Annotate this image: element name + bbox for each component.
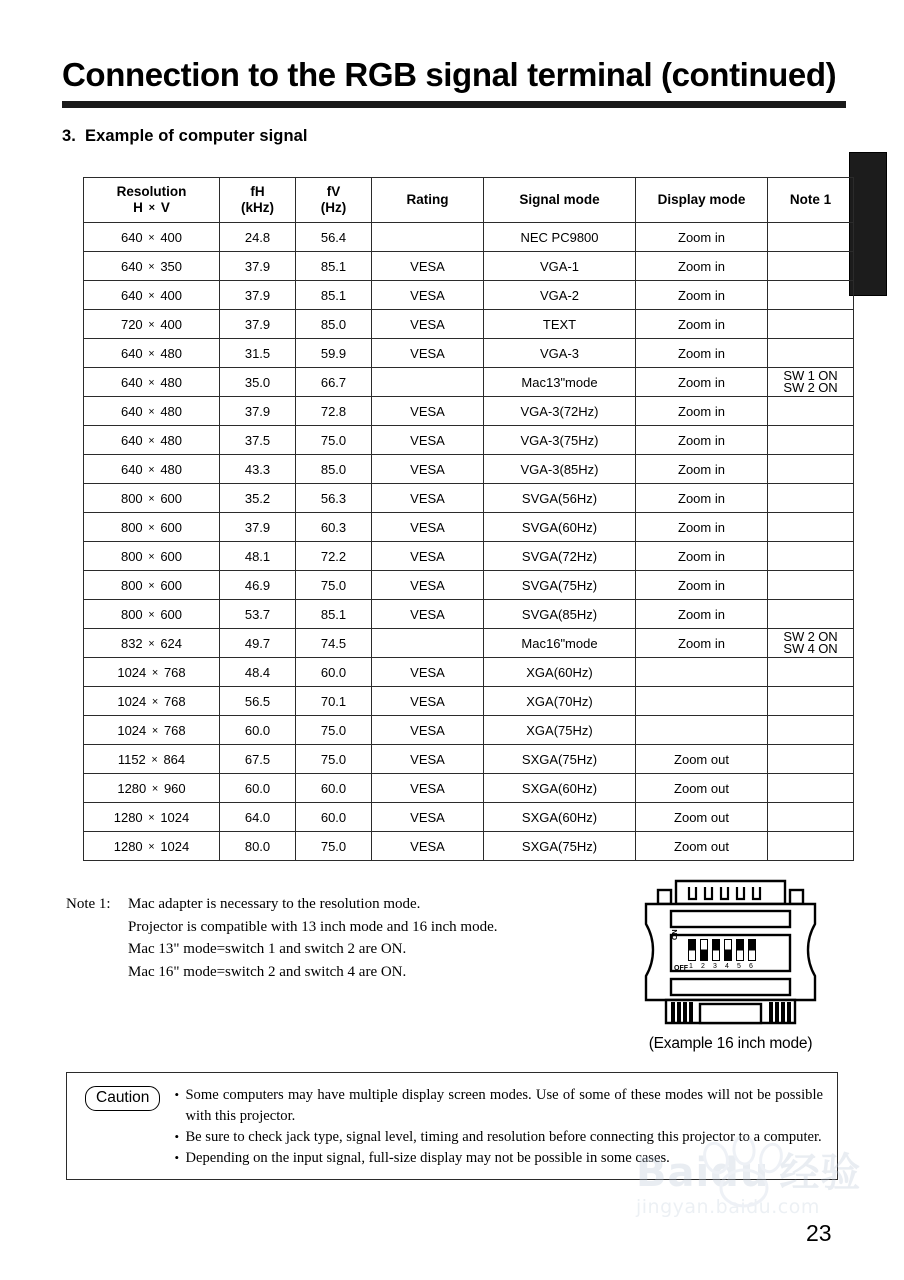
svg-text:2: 2 <box>701 963 705 970</box>
cell-rating: VESA <box>372 774 484 803</box>
cell-fh: 60.0 <box>220 716 296 745</box>
note1-line: Mac adapter is necessary to the resolution mode. <box>128 896 421 912</box>
cell-display-mode: Zoom in <box>636 513 768 542</box>
cell-resolution: 800 × 600 <box>84 571 220 600</box>
table-row <box>84 223 854 252</box>
adapter-caption: (Example 16 inch mode) <box>648 1035 813 1052</box>
cell-display-mode: Zoom out <box>636 803 768 832</box>
table-row <box>84 252 854 281</box>
cell-signal-mode: VGA-1 <box>484 252 636 281</box>
cell-note1 <box>768 774 854 803</box>
cell-fh: 53.7 <box>220 600 296 629</box>
cell-resolution: 832 × 624 <box>84 629 220 658</box>
computer-signal-table <box>83 177 854 861</box>
dip-off-label: OFF <box>674 965 688 972</box>
cell-signal-mode: XGA(60Hz) <box>484 658 636 687</box>
cell-fh: 37.9 <box>220 513 296 542</box>
page-title-block <box>62 56 846 108</box>
cell-resolution: 1024 × 768 <box>84 687 220 716</box>
cell-rating: VESA <box>372 484 484 513</box>
cell-fh: 35.2 <box>220 484 296 513</box>
cell-fv: 60.0 <box>296 803 372 832</box>
svg-text:4: 4 <box>725 963 729 970</box>
cell-display-mode: Zoom in <box>636 223 768 252</box>
cell-display-mode: Zoom out <box>636 745 768 774</box>
cell-resolution: 640 × 400 <box>84 223 220 252</box>
cell-signal-mode: VGA-3(85Hz) <box>484 455 636 484</box>
cell-resolution: 1024 × 768 <box>84 716 220 745</box>
note1-lines <box>128 893 498 983</box>
table-header <box>84 178 854 223</box>
cell-fv: 56.4 <box>296 223 372 252</box>
cell-note1 <box>768 716 854 745</box>
cell-fv: 85.1 <box>296 281 372 310</box>
cell-signal-mode: NEC PC9800 <box>484 223 636 252</box>
cell-fh: 64.0 <box>220 803 296 832</box>
cell-resolution: 1280 × 960 <box>84 774 220 803</box>
cell-note1 <box>768 455 854 484</box>
page-title: Connection to the RGB signal terminal (continued) <box>62 56 837 93</box>
caution-item: • Be sure to check jack type, signal level, timing and resolution before connecting this projector to a computer. <box>174 1127 823 1148</box>
table-row <box>84 803 854 832</box>
cell-fv: 75.0 <box>296 426 372 455</box>
caution-list <box>174 1085 823 1169</box>
dip-on-label: ON <box>672 929 679 940</box>
cell-resolution: 640 × 480 <box>84 397 220 426</box>
svg-text:5: 5 <box>737 963 741 970</box>
table-row <box>84 571 854 600</box>
cell-note1 <box>768 658 854 687</box>
cell-signal-mode: SVGA(72Hz) <box>484 542 636 571</box>
cell-fv: 60.0 <box>296 774 372 803</box>
cell-fh: 60.0 <box>220 774 296 803</box>
caution-item: • Some computers may have multiple display screen modes. Use of some of these modes will not be possible with this projector. <box>174 1085 823 1127</box>
caution-item: • Depending on the input signal, full-size display may not be possible in some cases. <box>174 1148 823 1169</box>
cell-fv: 60.0 <box>296 658 372 687</box>
cell-signal-mode: SXGA(75Hz) <box>484 832 636 861</box>
cell-display-mode <box>636 716 768 745</box>
cell-note1 <box>768 687 854 716</box>
cell-resolution: 800 × 600 <box>84 600 220 629</box>
cell-rating: VESA <box>372 339 484 368</box>
cell-resolution: 1280 × 1024 <box>84 832 220 861</box>
column-header-fh: fH (kHz) <box>220 178 296 223</box>
table-row <box>84 513 854 542</box>
cell-fh: 31.5 <box>220 339 296 368</box>
cell-signal-mode: VGA-2 <box>484 281 636 310</box>
table-row <box>84 687 854 716</box>
cell-fv: 56.3 <box>296 484 372 513</box>
cell-fv: 59.9 <box>296 339 372 368</box>
cell-fv: 75.0 <box>296 832 372 861</box>
cell-note1 <box>768 832 854 861</box>
cell-fh: 67.5 <box>220 745 296 774</box>
table-row <box>84 484 854 513</box>
cell-signal-mode: SVGA(85Hz) <box>484 600 636 629</box>
table-row <box>84 600 854 629</box>
svg-text:3: 3 <box>713 963 717 970</box>
column-header-fv: fV (Hz) <box>296 178 372 223</box>
cell-signal-mode: SVGA(60Hz) <box>484 513 636 542</box>
table-row <box>84 542 854 571</box>
cell-display-mode: Zoom in <box>636 310 768 339</box>
cell-signal-mode: TEXT <box>484 310 636 339</box>
cell-note1 <box>768 513 854 542</box>
cell-fh: 48.4 <box>220 658 296 687</box>
cell-fv: 66.7 <box>296 368 372 397</box>
table-row <box>84 716 854 745</box>
cell-rating: VESA <box>372 542 484 571</box>
cell-fh: 37.9 <box>220 397 296 426</box>
note1-block <box>66 893 498 983</box>
cell-signal-mode: XGA(75Hz) <box>484 716 636 745</box>
table-row <box>84 455 854 484</box>
table-row <box>84 368 854 397</box>
mac-adapter-diagram-icon <box>628 878 833 1028</box>
table-header-row <box>84 178 854 223</box>
cell-signal-mode: VGA-3(75Hz) <box>484 426 636 455</box>
cell-resolution: 720 × 400 <box>84 310 220 339</box>
cell-signal-mode: SXGA(60Hz) <box>484 803 636 832</box>
note1-line: Mac 16" mode=switch 2 and switch 4 are ON. <box>128 963 407 980</box>
svg-text:6: 6 <box>749 963 753 970</box>
caution-badge: Caution <box>85 1086 160 1111</box>
cell-fv: 85.1 <box>296 600 372 629</box>
page-tab-marker <box>849 152 887 296</box>
cell-fv: 75.0 <box>296 571 372 600</box>
cell-rating: VESA <box>372 310 484 339</box>
cell-display-mode: Zoom in <box>636 484 768 513</box>
cell-display-mode <box>636 687 768 716</box>
cell-fh: 46.9 <box>220 571 296 600</box>
watermark-main-text: Baidu 经验 <box>636 1150 862 1196</box>
cell-resolution: 800 × 600 <box>84 542 220 571</box>
cell-display-mode: Zoom in <box>636 397 768 426</box>
cell-display-mode: Zoom in <box>636 571 768 600</box>
table-body <box>84 223 854 861</box>
cell-rating: VESA <box>372 745 484 774</box>
table-row <box>84 310 854 339</box>
cell-fv: 72.2 <box>296 542 372 571</box>
title-underline-rule <box>62 101 846 108</box>
cell-rating <box>372 368 484 397</box>
cell-resolution: 640 × 480 <box>84 426 220 455</box>
table-row <box>84 339 854 368</box>
cell-display-mode: Zoom in <box>636 281 768 310</box>
cell-note1 <box>768 745 854 774</box>
cell-rating: VESA <box>372 281 484 310</box>
cell-rating: VESA <box>372 687 484 716</box>
cell-note1 <box>768 600 854 629</box>
cell-rating: VESA <box>372 455 484 484</box>
cell-rating <box>372 629 484 658</box>
cell-fh: 37.9 <box>220 281 296 310</box>
column-header-display-mode: Display mode <box>636 178 768 223</box>
cell-rating <box>372 223 484 252</box>
caution-box <box>66 1072 838 1180</box>
cell-resolution: 640 × 350 <box>84 252 220 281</box>
cell-fh: 35.0 <box>220 368 296 397</box>
cell-note1 <box>768 397 854 426</box>
cell-signal-mode: SVGA(75Hz) <box>484 571 636 600</box>
cell-fh: 80.0 <box>220 832 296 861</box>
cell-display-mode: Zoom out <box>636 832 768 861</box>
cell-resolution: 1024 × 768 <box>84 658 220 687</box>
cell-fv: 60.3 <box>296 513 372 542</box>
cell-signal-mode: SXGA(75Hz) <box>484 745 636 774</box>
cell-display-mode: Zoom in <box>636 542 768 571</box>
cell-note1 <box>768 310 854 339</box>
table-row <box>84 397 854 426</box>
cell-signal-mode: Mac13"mode <box>484 368 636 397</box>
cell-display-mode: Zoom in <box>636 629 768 658</box>
cell-fh: 56.5 <box>220 687 296 716</box>
cell-signal-mode: VGA-3(72Hz) <box>484 397 636 426</box>
cell-fh: 37.9 <box>220 252 296 281</box>
cell-rating: VESA <box>372 513 484 542</box>
cell-fh: 37.9 <box>220 310 296 339</box>
mac-adapter-figure <box>628 878 833 1053</box>
cell-note1 <box>768 281 854 310</box>
section-number: 3. <box>62 127 76 145</box>
cell-signal-mode: SVGA(56Hz) <box>484 484 636 513</box>
note1-line: Projector is compatible with 13 inch mode and 16 inch mode. <box>128 918 498 935</box>
cell-resolution: 800 × 600 <box>84 513 220 542</box>
cell-fv: 74.5 <box>296 629 372 658</box>
cell-rating: VESA <box>372 397 484 426</box>
column-header-resolution: Resolution H × V <box>84 178 220 223</box>
cell-fv: 75.0 <box>296 745 372 774</box>
note1-line: Mac 13" mode=switch 1 and switch 2 are ON. <box>128 941 407 957</box>
cell-rating: VESA <box>372 571 484 600</box>
cell-note1 <box>768 252 854 281</box>
cell-rating: VESA <box>372 600 484 629</box>
cell-resolution: 800 × 600 <box>84 484 220 513</box>
table-row <box>84 774 854 803</box>
column-header-rating: Rating <box>372 178 484 223</box>
cell-note1 <box>768 223 854 252</box>
table-row <box>84 832 854 861</box>
cell-display-mode: Zoom in <box>636 339 768 368</box>
watermark-sub-text: jingyan.baidu.com <box>636 1196 820 1218</box>
cell-fv: 85.1 <box>296 252 372 281</box>
cell-note1 <box>768 484 854 513</box>
cell-fv: 72.8 <box>296 397 372 426</box>
cell-fh: 48.1 <box>220 542 296 571</box>
cell-signal-mode: XGA(70Hz) <box>484 687 636 716</box>
cell-display-mode: Zoom out <box>636 774 768 803</box>
section-heading-text: Example of computer signal <box>84 127 308 145</box>
cell-resolution: 1280 × 1024 <box>84 803 220 832</box>
table-row <box>84 658 854 687</box>
cell-display-mode: Zoom in <box>636 600 768 629</box>
cell-note1 <box>768 542 854 571</box>
table-row <box>84 281 854 310</box>
note1-label: Note 1: <box>66 896 111 912</box>
cell-note1 <box>768 571 854 600</box>
cell-rating: VESA <box>372 803 484 832</box>
cell-note1: SW 1 ON SW 2 ON <box>768 368 854 397</box>
cell-resolution: 640 × 480 <box>84 339 220 368</box>
cell-display-mode: Zoom in <box>636 426 768 455</box>
cell-fv: 75.0 <box>296 716 372 745</box>
cell-fv: 85.0 <box>296 310 372 339</box>
table-row <box>84 745 854 774</box>
table-row <box>84 629 854 658</box>
column-header-signal-mode: Signal mode <box>484 178 636 223</box>
cell-display-mode <box>636 658 768 687</box>
cell-rating: VESA <box>372 426 484 455</box>
cell-rating: VESA <box>372 832 484 861</box>
cell-fh: 24.8 <box>220 223 296 252</box>
cell-note1 <box>768 426 854 455</box>
cell-fv: 70.1 <box>296 687 372 716</box>
cell-signal-mode: Mac16"mode <box>484 629 636 658</box>
cell-resolution: 1152 × 864 <box>84 745 220 774</box>
table-row <box>84 426 854 455</box>
cell-fh: 37.5 <box>220 426 296 455</box>
section-heading <box>62 127 308 146</box>
page-number: 23 <box>806 1220 832 1246</box>
cell-resolution: 640 × 480 <box>84 455 220 484</box>
cell-fv: 85.0 <box>296 455 372 484</box>
cell-signal-mode: VGA-3 <box>484 339 636 368</box>
cell-note1: SW 2 ON SW 4 ON <box>768 629 854 658</box>
cell-display-mode: Zoom in <box>636 368 768 397</box>
cell-resolution: 640 × 480 <box>84 368 220 397</box>
cell-note1 <box>768 339 854 368</box>
cell-signal-mode: SXGA(60Hz) <box>484 774 636 803</box>
cell-display-mode: Zoom in <box>636 252 768 281</box>
cell-note1 <box>768 803 854 832</box>
cell-resolution: 640 × 400 <box>84 281 220 310</box>
cell-rating: VESA <box>372 716 484 745</box>
cell-fh: 49.7 <box>220 629 296 658</box>
cell-rating: VESA <box>372 252 484 281</box>
cell-rating: VESA <box>372 658 484 687</box>
svg-text:1: 1 <box>689 963 693 970</box>
cell-display-mode: Zoom in <box>636 455 768 484</box>
cell-fh: 43.3 <box>220 455 296 484</box>
column-header-note1: Note 1 <box>768 178 854 223</box>
